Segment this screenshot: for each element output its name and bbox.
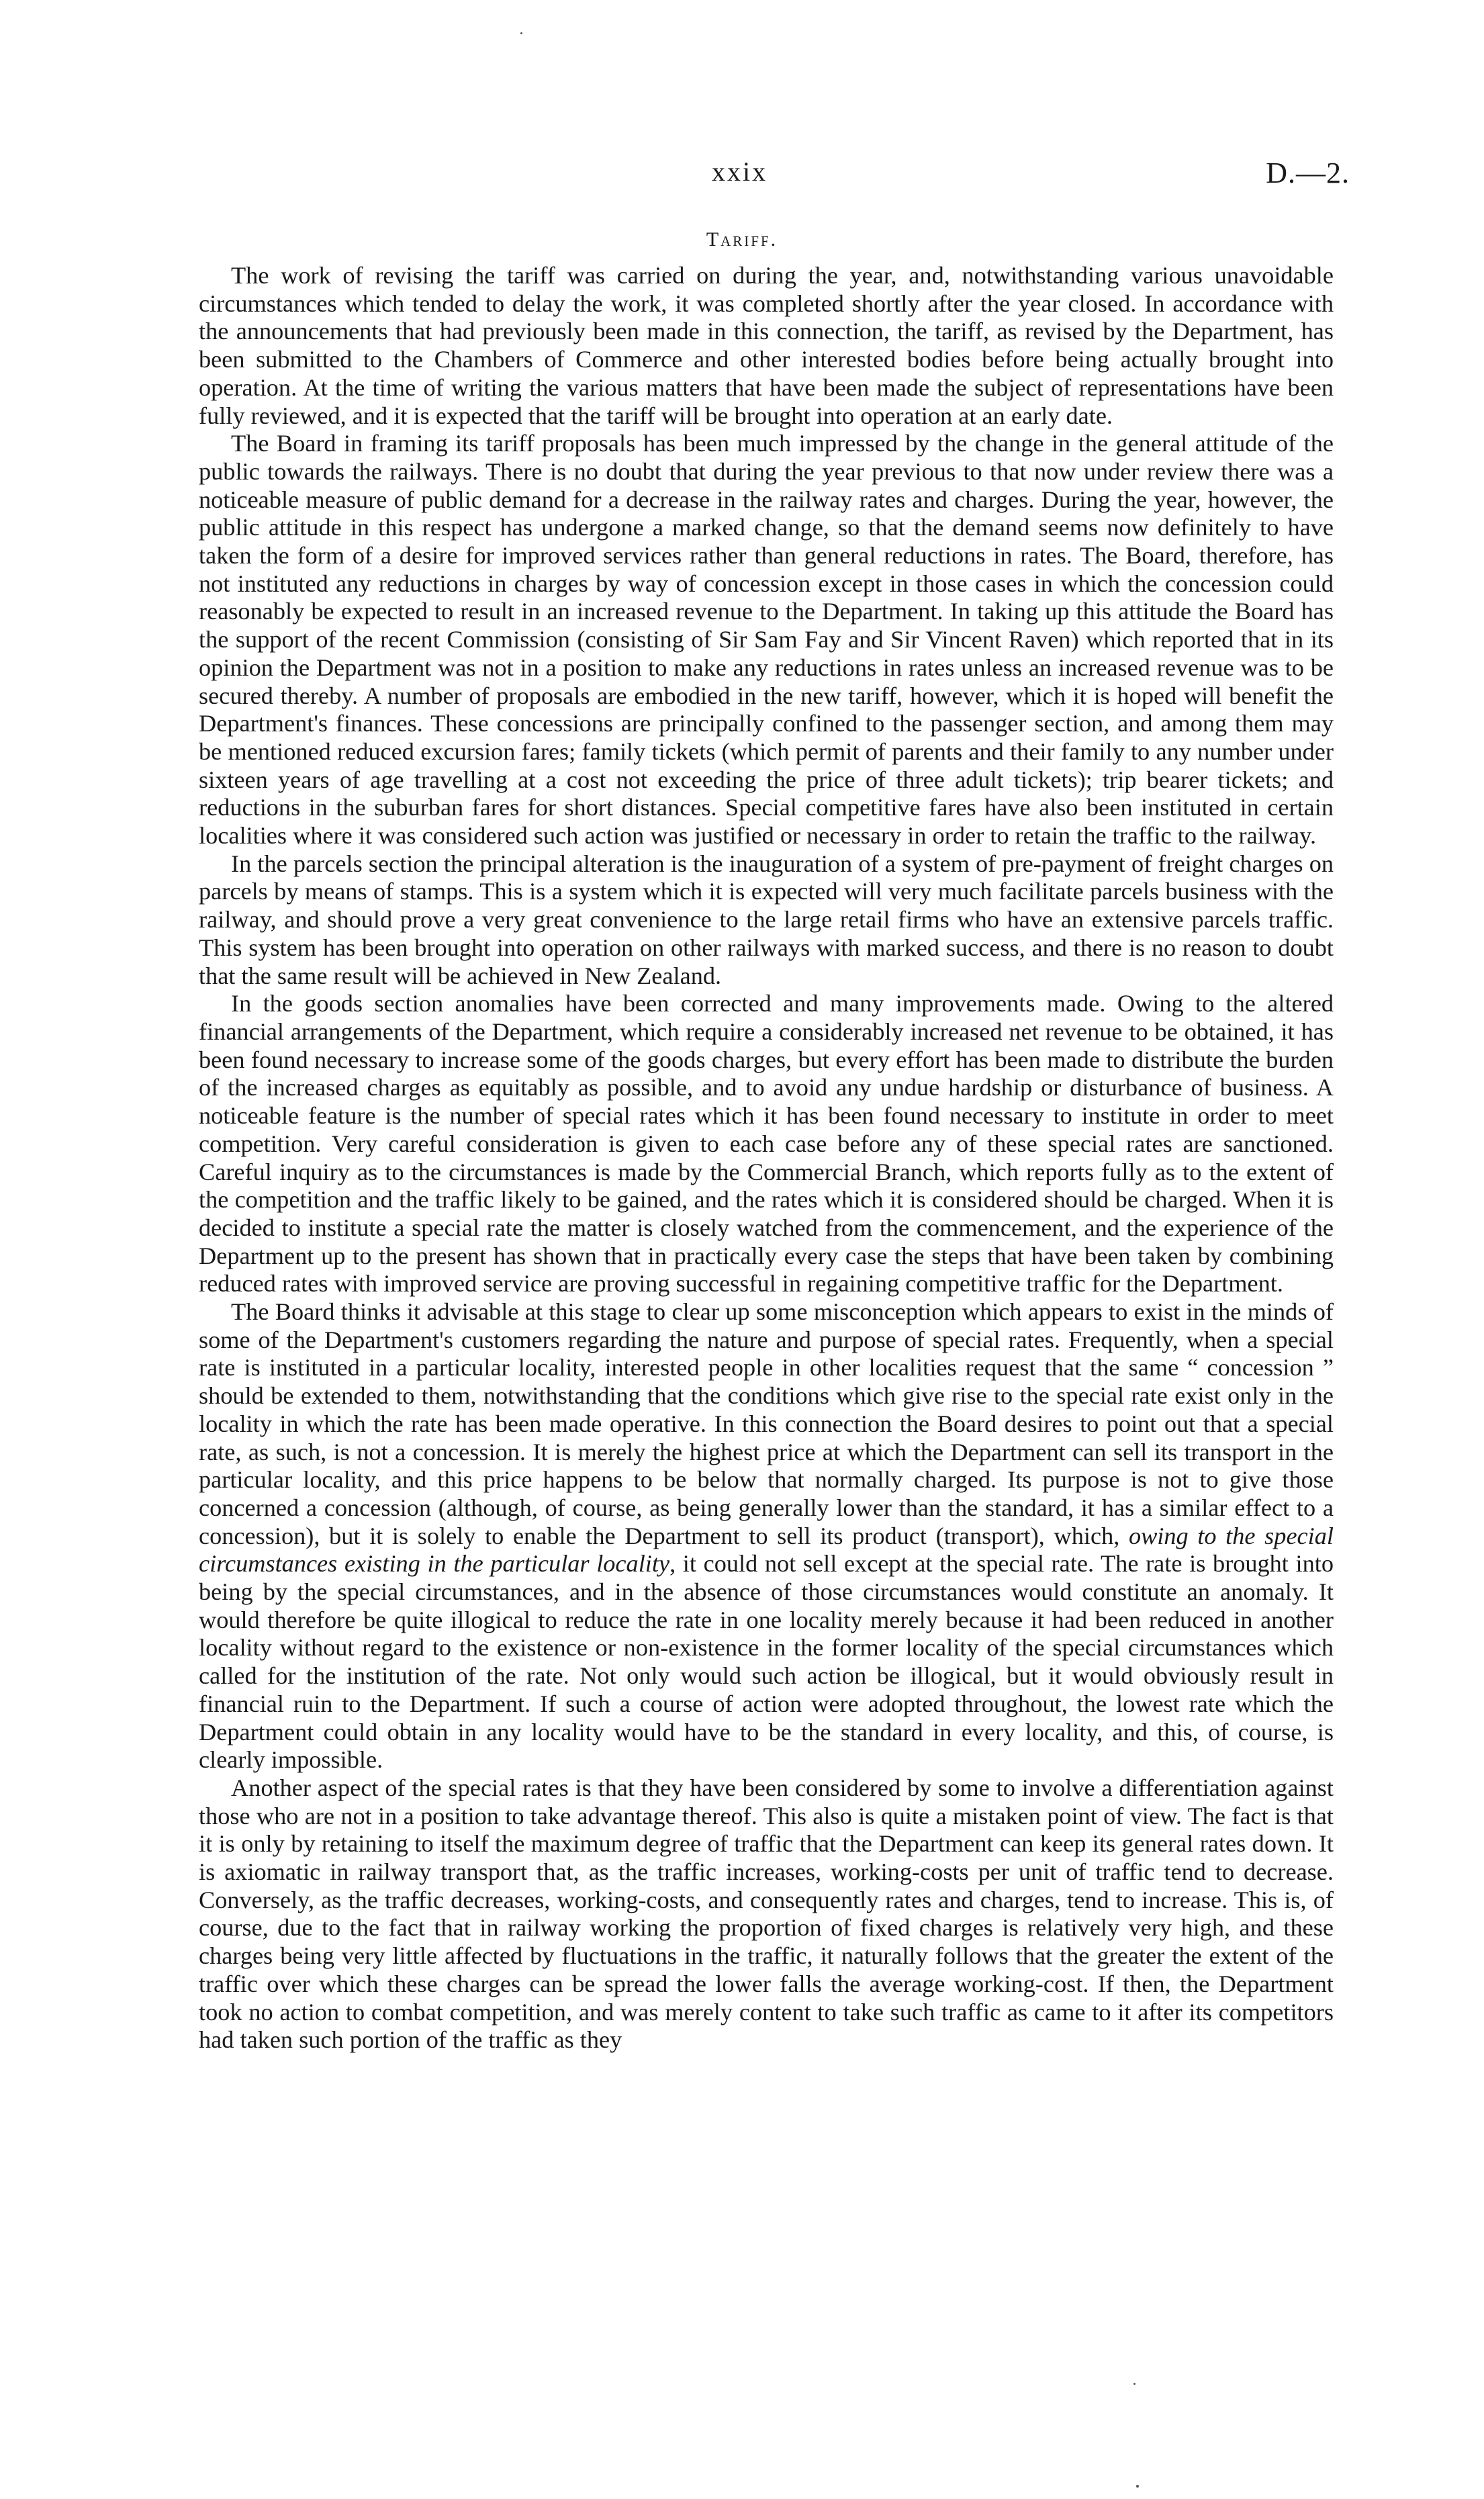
document-reference: D.—2. (1266, 156, 1350, 189)
paragraph-parcels-section: In the parcels section the principal alteration is the inauguration of a system of pre-payment of freight charges on parcels by means of stamps. This is a system which it is expected will very much facilitate parcels business with the railway, and should prove a very great convenience to the large retail firms who have an extensive parcels traffic. This system has been brought into operation on other railways with marked success, and there is no reason to doubt that the same result will be achieved in New Zealand. (199, 850, 1334, 989)
page-header (0, 156, 1484, 196)
page-number: xxix (712, 156, 768, 187)
paragraph-goods-section: In the goods section anomalies have been corrected and many improvements made. Owing to the altered financial arrangements of the Department, which require a considerably increased net revenue to be obtained, it has been found necessary to increase some of the goods charges, but every effort has been made to distribute the burden of the increased charges as equitably as possible, and to avoid any undue hardship or disturbance of business. A noticeable feature is the number of special rates which it has been found necessary to institute in order to meet competition. Very careful consideration is given to each case before any of these special rates are sanctioned. Careful inquiry as to the circumstances is made by the Commercial Branch, which reports fully as to the extent of the competition and the traffic likely to be gained, and the rates which it is considered should be charged. When it is decided to institute a special rate the matter is closely watched from the commencement, and the experience of the Department up to the present has shown that in practically every case the steps that have been taken by combining reduced rates with improved service are proving successful in regaining competitive traffic for the Department. (199, 990, 1334, 1298)
scan-speck (520, 32, 522, 34)
paragraph-special-rates (199, 1298, 1334, 1774)
body-text (199, 262, 1334, 2054)
special-rates-text-start: The Board thinks it advisable at this stage to clear up some misconception which appears to exist in the minds of some of the Department's customers regarding the nature and purpose of special rates. Frequently, when a special rate is instituted in a particular locality, interested people in other localities request that the same “ concession ” should be extended to them, notwithstanding that the conditions which give rise to the special rate exist only in the locality in which the rate has been made operative. In this connection the Board desires to point out that a special rate, as such, is not a concession. It is merely the highest price at which the Department can sell its transport in the particular locality, and this price happens to be below that normally charged. Its purpose is not to give those concerned a concession (although, of course, as being generally lower than the standard, it has a similar effect to a concession), but it is solely to enable the Department to sell its product (transport), which, (199, 1298, 1334, 1549)
scan-speck (1136, 2485, 1139, 2488)
section-title: Tariff. (706, 228, 778, 251)
paragraph-differentiation: Another aspect of the special rates is that they have been considered by some to involve a differentiation against those who are not in a position to take advantage thereof. This also is quite a mistaken point of view. The fact is that it is only by retaining to itself the maximum degree of traffic that the Department can keep its general rates down. It is axiomatic in railway transport that, as the traffic increases, working-costs per unit of traffic tend to decrease. Conversely, as the traffic decreases, working-costs, and consequently rates and charges, tend to increase. This is, of course, due to the fact that in railway working the proportion of fixed charges is relatively very high, and these charges being very little affected by fluctuations in the traffic, it naturally follows that the greater the extent of the traffic over which these charges can be spread the lower falls the average working-cost. If then, the Department took no action to combat competition, and was merely content to take such traffic as came to it after its competitors had taken such portion of the traffic as they (199, 1774, 1334, 2054)
special-rates-text-end: , it could not sell except at the special rate. The rate is brought into being by the special circumstances, and in the absence of those circumstances would constitute an anomaly. It would therefore be quite illogical to reduce the rate in one locality merely because it had been reduced in another locality without regard to the existence or non-existence in the former locality of the special circumstances which called for the institution of the rate. Not only would such action be illogical, but it would obviously result in financial ruin to the Department. If such a course of action were adopted throughout, the lowest rate which the Department could obtain in any locality would have to be the standard in every locality, and this, of course, is clearly impossible. (199, 1550, 1334, 1774)
special-rates-italic-phrase: owing to the special circumstances existing in the particular locality (199, 1522, 1334, 1578)
paragraph-tariff-revision: The work of revising the tariff was carried on during the year, and, notwithstanding various unavoidable circumstances which tended to delay the work, it was completed shortly after the year closed. In accordance with the announcements that had previously been made in this connection, the tariff, as revised by the Department, has been submitted to the Chambers of Commerce and other interested bodies before being actually brought into operation. At the time of writing the various matters that have been made the subject of representations have been fully reviewed, and it is expected that the tariff will be brought into operation at an early date. (199, 262, 1334, 429)
paragraph-tariff-proposals: The Board in framing its tariff proposals has been much impressed by the change in the general attitude of the public towards the railways. There is no doubt that during the year previous to that now under review there was a noticeable measure of public demand for a decrease in the railway rates and charges. During the year, however, the public attitude in this respect has undergone a marked change, so that the demand seems now definitely to have taken the form of a desire for improved services rather than general reductions in rates. The Board, therefore, has not instituted any reductions in charges by way of concession except in those cases in which the concession could reasonably be expected to result in an increased revenue to the Department. In taking up this attitude the Board has the support of the recent Commission (consisting of Sir Sam Fay and Sir Vincent Raven) which reported that in its opinion the Department was not in a position to make any reductions in rates unless an increased revenue was to be secured thereby. A number of proposals are embodied in the new tariff, however, which it is hoped will benefit the Department's finances. These concessions are principally confined to the passenger section, and among them may be mentioned reduced excursion fares; family tickets (which permit of parents and their family to any number under sixteen years of age travelling at a cost not exceeding the price of three adult tickets); trip bearer tickets; and reductions in the suburban fares for short distances. Special competitive fares have also been instituted in certain localities where it was considered such action was justified or necessary in order to retain the traffic to the railway. (199, 430, 1334, 850)
scan-speck (1133, 2383, 1135, 2385)
